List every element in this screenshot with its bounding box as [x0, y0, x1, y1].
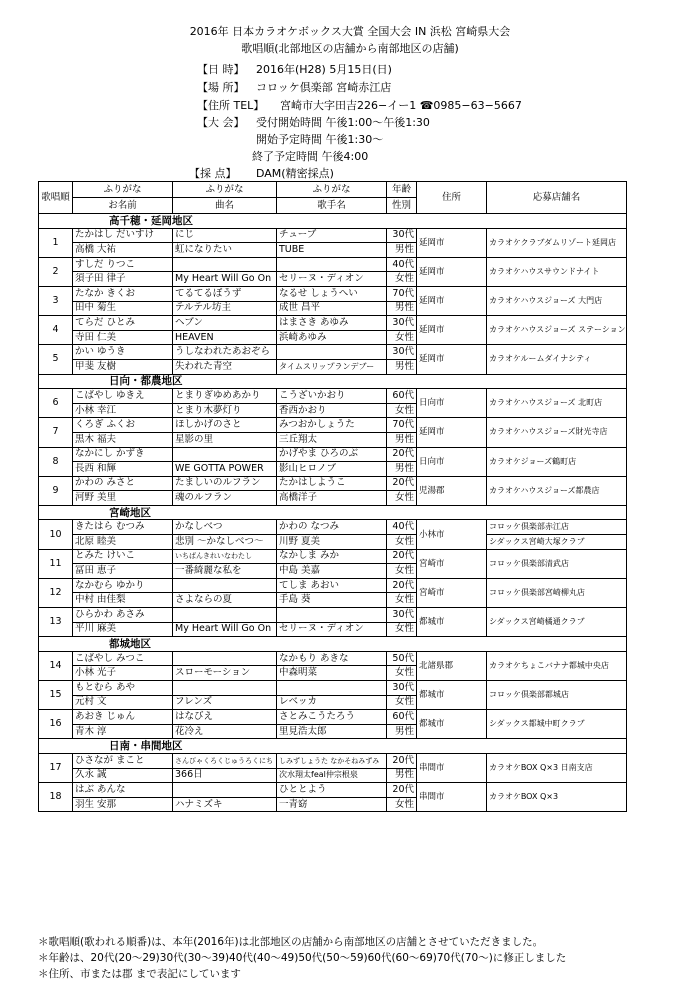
event-title: 2016年 日本カラオケボックス大賞 全国大会 IN 浜松 宮崎県大会	[189, 25, 511, 38]
address-value: 宮崎市大字田吉226−イー1 ☎0985−63−5667	[280, 99, 522, 112]
singer-name-furigana: こばやし ゆきえ	[73, 389, 173, 404]
age-group: 20代	[387, 753, 417, 768]
singer-name-furigana: きたはら むつみ	[73, 520, 173, 535]
singer-name: 羽生 安那	[73, 797, 173, 812]
artist-furigana: みつおかしょうた	[277, 418, 387, 433]
entry-shop: カラオケクラブダムリゾート延岡店	[487, 228, 627, 257]
entry-blank	[627, 389, 692, 418]
entry-shop: カラオケハウスジョーズ財光寺店	[487, 418, 627, 447]
age-group: 20代	[387, 578, 417, 593]
singer-name-furigana: もとむら あや	[73, 681, 173, 696]
entry-order: 14	[39, 651, 73, 680]
song-title: テルテル坊主	[173, 301, 277, 316]
singer-name: 須子田 律子	[73, 272, 173, 287]
song-furigana: ヘブン	[173, 316, 277, 331]
artist-name: セリーヌ・ディオン	[277, 622, 387, 637]
entry-row-furigana	[39, 257, 692, 272]
gender: 男性	[387, 243, 417, 258]
entry-row-furigana	[39, 710, 692, 725]
artist-name: TUBE	[277, 243, 387, 258]
song-title: ハナミズキ	[173, 797, 277, 812]
song-furigana: はなびえ	[173, 710, 277, 725]
artist-furigana: しみずしょうた なかそねみずみ	[277, 753, 387, 768]
entry-row-furigana	[39, 520, 692, 535]
gender: 女性	[387, 593, 417, 608]
entry-row-furigana	[39, 753, 692, 768]
entry-shop: シダックス宮崎橘通クラブ	[487, 608, 627, 637]
song-furigana: うしなわれたあおぞら	[173, 345, 277, 360]
entry-address: 延岡市	[417, 257, 487, 286]
entry-row-furigana	[39, 476, 692, 491]
artist-furigana: なかしま みか	[277, 549, 387, 564]
artist-name: 香西かおり	[277, 403, 387, 418]
song-title: とまり木夢灯り	[173, 403, 277, 418]
song-title: 失われた青空	[173, 359, 277, 374]
entry-order: 6	[39, 389, 73, 418]
age-group: 30代	[387, 608, 417, 623]
song-furigana: かなしべつ	[173, 520, 277, 535]
entry-blank	[627, 710, 692, 739]
entry-row-furigana	[39, 418, 692, 433]
singer-name: 高橋 大祐	[73, 243, 173, 258]
song-furigana: いちばんきれいなわたし	[173, 549, 277, 564]
song-title: 魂のルフラン	[173, 491, 277, 506]
entry-shop: シダックス都城中町クラブ	[487, 710, 627, 739]
score-value: DAM(精密採点)	[256, 167, 334, 180]
entry-shop: コロッケ倶楽部赤江店	[487, 520, 627, 535]
entry-blank	[627, 651, 692, 680]
singer-name-furigana: たかはし だいすけ	[73, 228, 173, 243]
event-subtitle: 歌唱順(北部地区の店舗から南部地区の店舗)	[241, 42, 459, 55]
entry-row-furigana	[39, 608, 692, 623]
entry-address: 延岡市	[417, 286, 487, 315]
region-row	[39, 374, 692, 389]
song-furigana	[173, 681, 277, 696]
artist-name: 影山ヒロノブ	[277, 462, 387, 477]
artist-name: 次水翔太feal仲宗根泉	[277, 768, 387, 783]
entry-row-furigana	[39, 316, 692, 331]
entry-shop: カラオケハウスサウンドナイト	[487, 257, 627, 286]
entry-shop: コロッケ倶楽部清武店	[487, 549, 627, 578]
footnote-order: ＊歌唱順(歌われる順番)は、本年(2016年)は北部地区の店舗から南部地区の店舗とさせていただきました。	[38, 936, 544, 948]
entry-shop: カラオケジョーズ鶴町店	[487, 447, 627, 476]
artist-furigana	[277, 608, 387, 623]
entry-row-furigana	[39, 389, 692, 404]
gender: 男性	[387, 301, 417, 316]
age-group: 30代	[387, 345, 417, 360]
song-title: 一番綺麗な私を	[173, 564, 277, 579]
singer-name-furigana: ひさなが まこと	[73, 753, 173, 768]
song-furigana	[173, 447, 277, 462]
artist-name: 川野 夏美	[277, 535, 387, 550]
gender: 男性	[387, 432, 417, 447]
song-furigana	[173, 257, 277, 272]
entry-address: 延岡市	[417, 228, 487, 257]
entry-blank	[627, 418, 692, 447]
artist-name: レベッカ	[277, 695, 387, 710]
artist-furigana: たかはしようこ	[277, 476, 387, 491]
singer-name-furigana: くろぎ ふくお	[73, 418, 173, 433]
singer-name: 河野 美里	[73, 491, 173, 506]
entry-blank	[627, 476, 692, 505]
artist-name: 手島 葵	[277, 593, 387, 608]
entry-order: 15	[39, 681, 73, 710]
artist-furigana: こうざいかおり	[277, 389, 387, 404]
entry-blank	[627, 447, 692, 476]
artist-furigana: チューブ	[277, 228, 387, 243]
singer-name-furigana: すしだ りつこ	[73, 257, 173, 272]
singer-name: 元村 文	[73, 695, 173, 710]
singer-name-furigana: かわの みさと	[73, 476, 173, 491]
song-title: フレンズ	[173, 695, 277, 710]
entry-blank	[627, 520, 692, 549]
song-furigana	[173, 783, 277, 798]
region-row	[39, 637, 692, 652]
entry-blank	[627, 578, 692, 607]
address-label: 【住所 TEL】	[197, 99, 265, 112]
singer-name: 長西 和輝	[73, 462, 173, 477]
address-header: 住所	[417, 182, 487, 214]
entry-order: 11	[39, 549, 73, 578]
meet-label: 【大 会】	[197, 116, 245, 129]
singer-name: 黒木 福夫	[73, 432, 173, 447]
artist-furigana	[277, 257, 387, 272]
song-furigana: ほしかげのさと	[173, 418, 277, 433]
entry-blank	[627, 608, 692, 637]
entry-order: 17	[39, 753, 73, 782]
singer-name: 田中 菊生	[73, 301, 173, 316]
age-group: 30代	[387, 228, 417, 243]
song-title: WE GOTTA POWER	[173, 462, 277, 477]
entry-address: 都城市	[417, 608, 487, 637]
entry-row-furigana	[39, 578, 692, 593]
entry-address: 延岡市	[417, 345, 487, 374]
artist-name: 中森明菜	[277, 666, 387, 681]
entry-address: 児湯郡	[417, 476, 487, 505]
entry-order: 2	[39, 257, 73, 286]
entry-shop: コロッケ倶楽部都城店	[487, 681, 627, 710]
region-name: 高千穂・延岡地区	[39, 214, 627, 229]
song-furigana: てるてるぼうず	[173, 286, 277, 301]
artist-furigana: かげやま ひろのぶ	[277, 447, 387, 462]
gender: 男性	[387, 462, 417, 477]
entry-shop: カラオケBOX Q×3	[487, 783, 627, 812]
singer-name: 小林 光子	[73, 666, 173, 681]
gender: 男性	[387, 359, 417, 374]
singer-furigana-header: ふりがな	[277, 182, 387, 198]
song-title: 花冷え	[173, 724, 277, 739]
age-group: 70代	[387, 418, 417, 433]
artist-furigana	[277, 345, 387, 360]
song-title: スローモーション	[173, 666, 277, 681]
region-name: 日南・串間地区	[39, 739, 627, 754]
entry-address: 日向市	[417, 389, 487, 418]
entry-shop: カラオケハウスジョーズ 北町店	[487, 389, 627, 418]
region-name: 都城地区	[39, 637, 627, 652]
entry-order: 4	[39, 316, 73, 345]
entry-shop: カラオケハウスジョーズ都農店	[487, 476, 627, 505]
song-title: HEAVEN	[173, 330, 277, 345]
artist-name: 里見浩太郎	[277, 724, 387, 739]
singer-name-furigana: かい ゆうき	[73, 345, 173, 360]
gender: 女性	[387, 695, 417, 710]
table-header-row-1	[39, 182, 692, 198]
singer-name-furigana: たなか きくお	[73, 286, 173, 301]
gender: 女性	[387, 491, 417, 506]
song-furigana: にじ	[173, 228, 277, 243]
entry-shop-secondary: シダックス宮崎大塚クラブ	[487, 535, 627, 550]
singer-name-furigana: ひらかわ あさみ	[73, 608, 173, 623]
song-furigana: さんびゃくろくじゅうろくにち	[173, 753, 277, 768]
entry-order: 16	[39, 710, 73, 739]
entry-order: 12	[39, 578, 73, 607]
region-blank	[627, 637, 692, 652]
age-group: 20代	[387, 783, 417, 798]
entry-row-furigana	[39, 286, 692, 301]
singer-name-furigana: とみた けいこ	[73, 549, 173, 564]
artist-furigana: はまさき あゆみ	[277, 316, 387, 331]
singer-name: 寺田 仁美	[73, 330, 173, 345]
song-furigana: とまりぎゆめあかり	[173, 389, 277, 404]
gender: 女性	[387, 330, 417, 345]
singer-name-furigana: てらだ ひとみ	[73, 316, 173, 331]
entry-order: 8	[39, 447, 73, 476]
song-furigana: たましいのルフラン	[173, 476, 277, 491]
song-furigana	[173, 608, 277, 623]
artist-name: 一青窈	[277, 797, 387, 812]
entry-row-furigana	[39, 228, 692, 243]
region-blank	[627, 739, 692, 754]
entry-address: 延岡市	[417, 418, 487, 447]
entry-order: 3	[39, 286, 73, 315]
singer-name-furigana: あおき じゅん	[73, 710, 173, 725]
entry-row-furigana	[39, 447, 692, 462]
age-group: 40代	[387, 520, 417, 535]
entry-order: 13	[39, 608, 73, 637]
date-value: 2016年(H28) 5月15日(日)	[256, 63, 392, 76]
entry-shop: カラオケルームダイナシティ	[487, 345, 627, 374]
age-group: 50代	[387, 651, 417, 666]
singer-name: 冨田 恵子	[73, 564, 173, 579]
singer-name: 久永 誠	[73, 768, 173, 783]
entry-blank	[627, 316, 692, 345]
gender: 女性	[387, 564, 417, 579]
song-furigana-header: ふりがな	[173, 182, 277, 198]
entry-row-furigana	[39, 651, 692, 666]
entry-shop: カラオケハウスジョーズ ステーション	[487, 316, 627, 345]
start-time: 開始予定時間 午後1:30〜	[256, 133, 384, 146]
song-title: 虹になりたい	[173, 243, 277, 258]
age-group: 20代	[387, 476, 417, 491]
entry-shop: カラオケハウスジョーズ 大門店	[487, 286, 627, 315]
entry-order: 18	[39, 783, 73, 812]
gender: 女性	[387, 403, 417, 418]
singer-header: 歌手名	[277, 198, 387, 214]
singer-name: 甲斐 友樹	[73, 359, 173, 374]
artist-furigana	[277, 681, 387, 696]
artist-furigana: ひととよう	[277, 783, 387, 798]
entry-address: 串間市	[417, 783, 487, 812]
song-title: My Heart Will Go On	[173, 622, 277, 637]
artist-name: 浜崎あゆみ	[277, 330, 387, 345]
region-row	[39, 739, 692, 754]
footnote-age: ＊年齢は、20代(20〜29)30代(30〜39)40代(40〜49)50代(50〜59)60代(60〜69)70代(70〜)に修正しました	[38, 952, 567, 964]
entry-blank	[627, 549, 692, 578]
song-header: 曲名	[173, 198, 277, 214]
song-title: 悲別 〜かなしべつ〜	[173, 535, 277, 550]
age-group: 20代	[387, 549, 417, 564]
singer-name: 青木 淳	[73, 724, 173, 739]
song-furigana	[173, 578, 277, 593]
singer-name: 小林 幸江	[73, 403, 173, 418]
entry-blank	[627, 783, 692, 812]
age-group: 30代	[387, 316, 417, 331]
name-header: お名前	[73, 198, 173, 214]
entry-table	[38, 181, 692, 812]
entry-order: 10	[39, 520, 73, 549]
singer-name: 北原 睦美	[73, 535, 173, 550]
artist-name: 三丘翔太	[277, 432, 387, 447]
region-blank	[627, 214, 692, 229]
age-group: 40代	[387, 257, 417, 272]
order-header: 歌唱順	[39, 182, 73, 214]
gender: 男性	[387, 724, 417, 739]
entry-address: 串間市	[417, 753, 487, 782]
region-blank	[627, 505, 692, 520]
gender: 女性	[387, 272, 417, 287]
artist-name: 中島 美嘉	[277, 564, 387, 579]
place-value: コロッケ倶楽部 宮崎赤江店	[256, 81, 392, 94]
age-header: 年齢	[387, 182, 417, 198]
entry-address: 都城市	[417, 681, 487, 710]
entry-blank	[627, 257, 692, 286]
artist-name: タイムスリップランデブー	[277, 359, 387, 374]
gender: 女性	[387, 535, 417, 550]
age-group: 20代	[387, 447, 417, 462]
artist-furigana: てしま あおい	[277, 578, 387, 593]
artist-furigana: なるせ しょうへい	[277, 286, 387, 301]
region-name: 日向・都農地区	[39, 374, 627, 389]
entry-row-furigana	[39, 345, 692, 360]
artist-furigana: かわの なつみ	[277, 520, 387, 535]
entry-address: 日向市	[417, 447, 487, 476]
artist-name: 成世 昌平	[277, 301, 387, 316]
gender: 女性	[387, 797, 417, 812]
entry-shop: コロッケ倶楽部宮崎柳丸店	[487, 578, 627, 607]
song-title: さよならの夏	[173, 593, 277, 608]
singer-name: 中村 由佳梨	[73, 593, 173, 608]
artist-furigana: なかもり あきな	[277, 651, 387, 666]
gender: 女性	[387, 666, 417, 681]
singer-name-furigana: こばやし みつこ	[73, 651, 173, 666]
entry-blank	[627, 345, 692, 374]
blank-header	[627, 182, 692, 214]
song-title: 366日	[173, 768, 277, 783]
score-label: 【採 点】	[189, 167, 237, 180]
entry-row-furigana	[39, 549, 692, 564]
entry-order: 9	[39, 476, 73, 505]
entry-row-furigana	[39, 783, 692, 798]
age-group: 60代	[387, 710, 417, 725]
gender: 女性	[387, 622, 417, 637]
gender-header: 性別	[387, 198, 417, 214]
shop-header: 応募店舗名	[487, 182, 627, 214]
reception-time: 受付開始時間 午後1:00〜午後1:30	[256, 116, 430, 129]
entry-blank	[627, 681, 692, 710]
entry-shop: カラオケBOX Q×3 日南支店	[487, 753, 627, 782]
date-label: 【日 時】	[197, 63, 245, 76]
end-time: 終了予定時間 午後4:00	[252, 150, 369, 163]
entry-address: 小林市	[417, 520, 487, 549]
entry-address: 宮崎市	[417, 549, 487, 578]
region-name: 宮崎地区	[39, 505, 627, 520]
artist-name: セリーヌ・ディオン	[277, 272, 387, 287]
region-blank	[627, 374, 692, 389]
song-furigana	[173, 651, 277, 666]
entry-address: 北諸県郡	[417, 651, 487, 680]
song-title: 星影の里	[173, 432, 277, 447]
entry-address: 宮崎市	[417, 578, 487, 607]
place-label: 【場 所】	[197, 81, 245, 94]
song-title: My Heart Will Go On	[173, 272, 277, 287]
artist-furigana: さとみこうたろう	[277, 710, 387, 725]
singer-name-furigana: はぶ あんな	[73, 783, 173, 798]
age-group: 70代	[387, 286, 417, 301]
gender: 男性	[387, 768, 417, 783]
entry-address: 延岡市	[417, 316, 487, 345]
entry-row-furigana	[39, 681, 692, 696]
entry-order: 1	[39, 228, 73, 257]
age-group: 30代	[387, 681, 417, 696]
entry-address: 都城市	[417, 710, 487, 739]
singer-name: 平川 麻美	[73, 622, 173, 637]
entry-shop: カラオケちょこバナナ都城中央店	[487, 651, 627, 680]
age-group: 60代	[387, 389, 417, 404]
entry-order: 7	[39, 418, 73, 447]
region-row	[39, 214, 692, 229]
entry-blank	[627, 286, 692, 315]
name-furigana-header: ふりがな	[73, 182, 173, 198]
region-row	[39, 505, 692, 520]
singer-name-furigana: なかにし かずき	[73, 447, 173, 462]
footnote-address: ＊住所、市または郡 まで表記にしています	[38, 968, 241, 980]
entry-blank	[627, 753, 692, 782]
singer-name-furigana: なかむら ゆかり	[73, 578, 173, 593]
artist-name: 高橋洋子	[277, 491, 387, 506]
entry-blank	[627, 228, 692, 257]
entry-order: 5	[39, 345, 73, 374]
entry-row-main	[39, 535, 692, 550]
